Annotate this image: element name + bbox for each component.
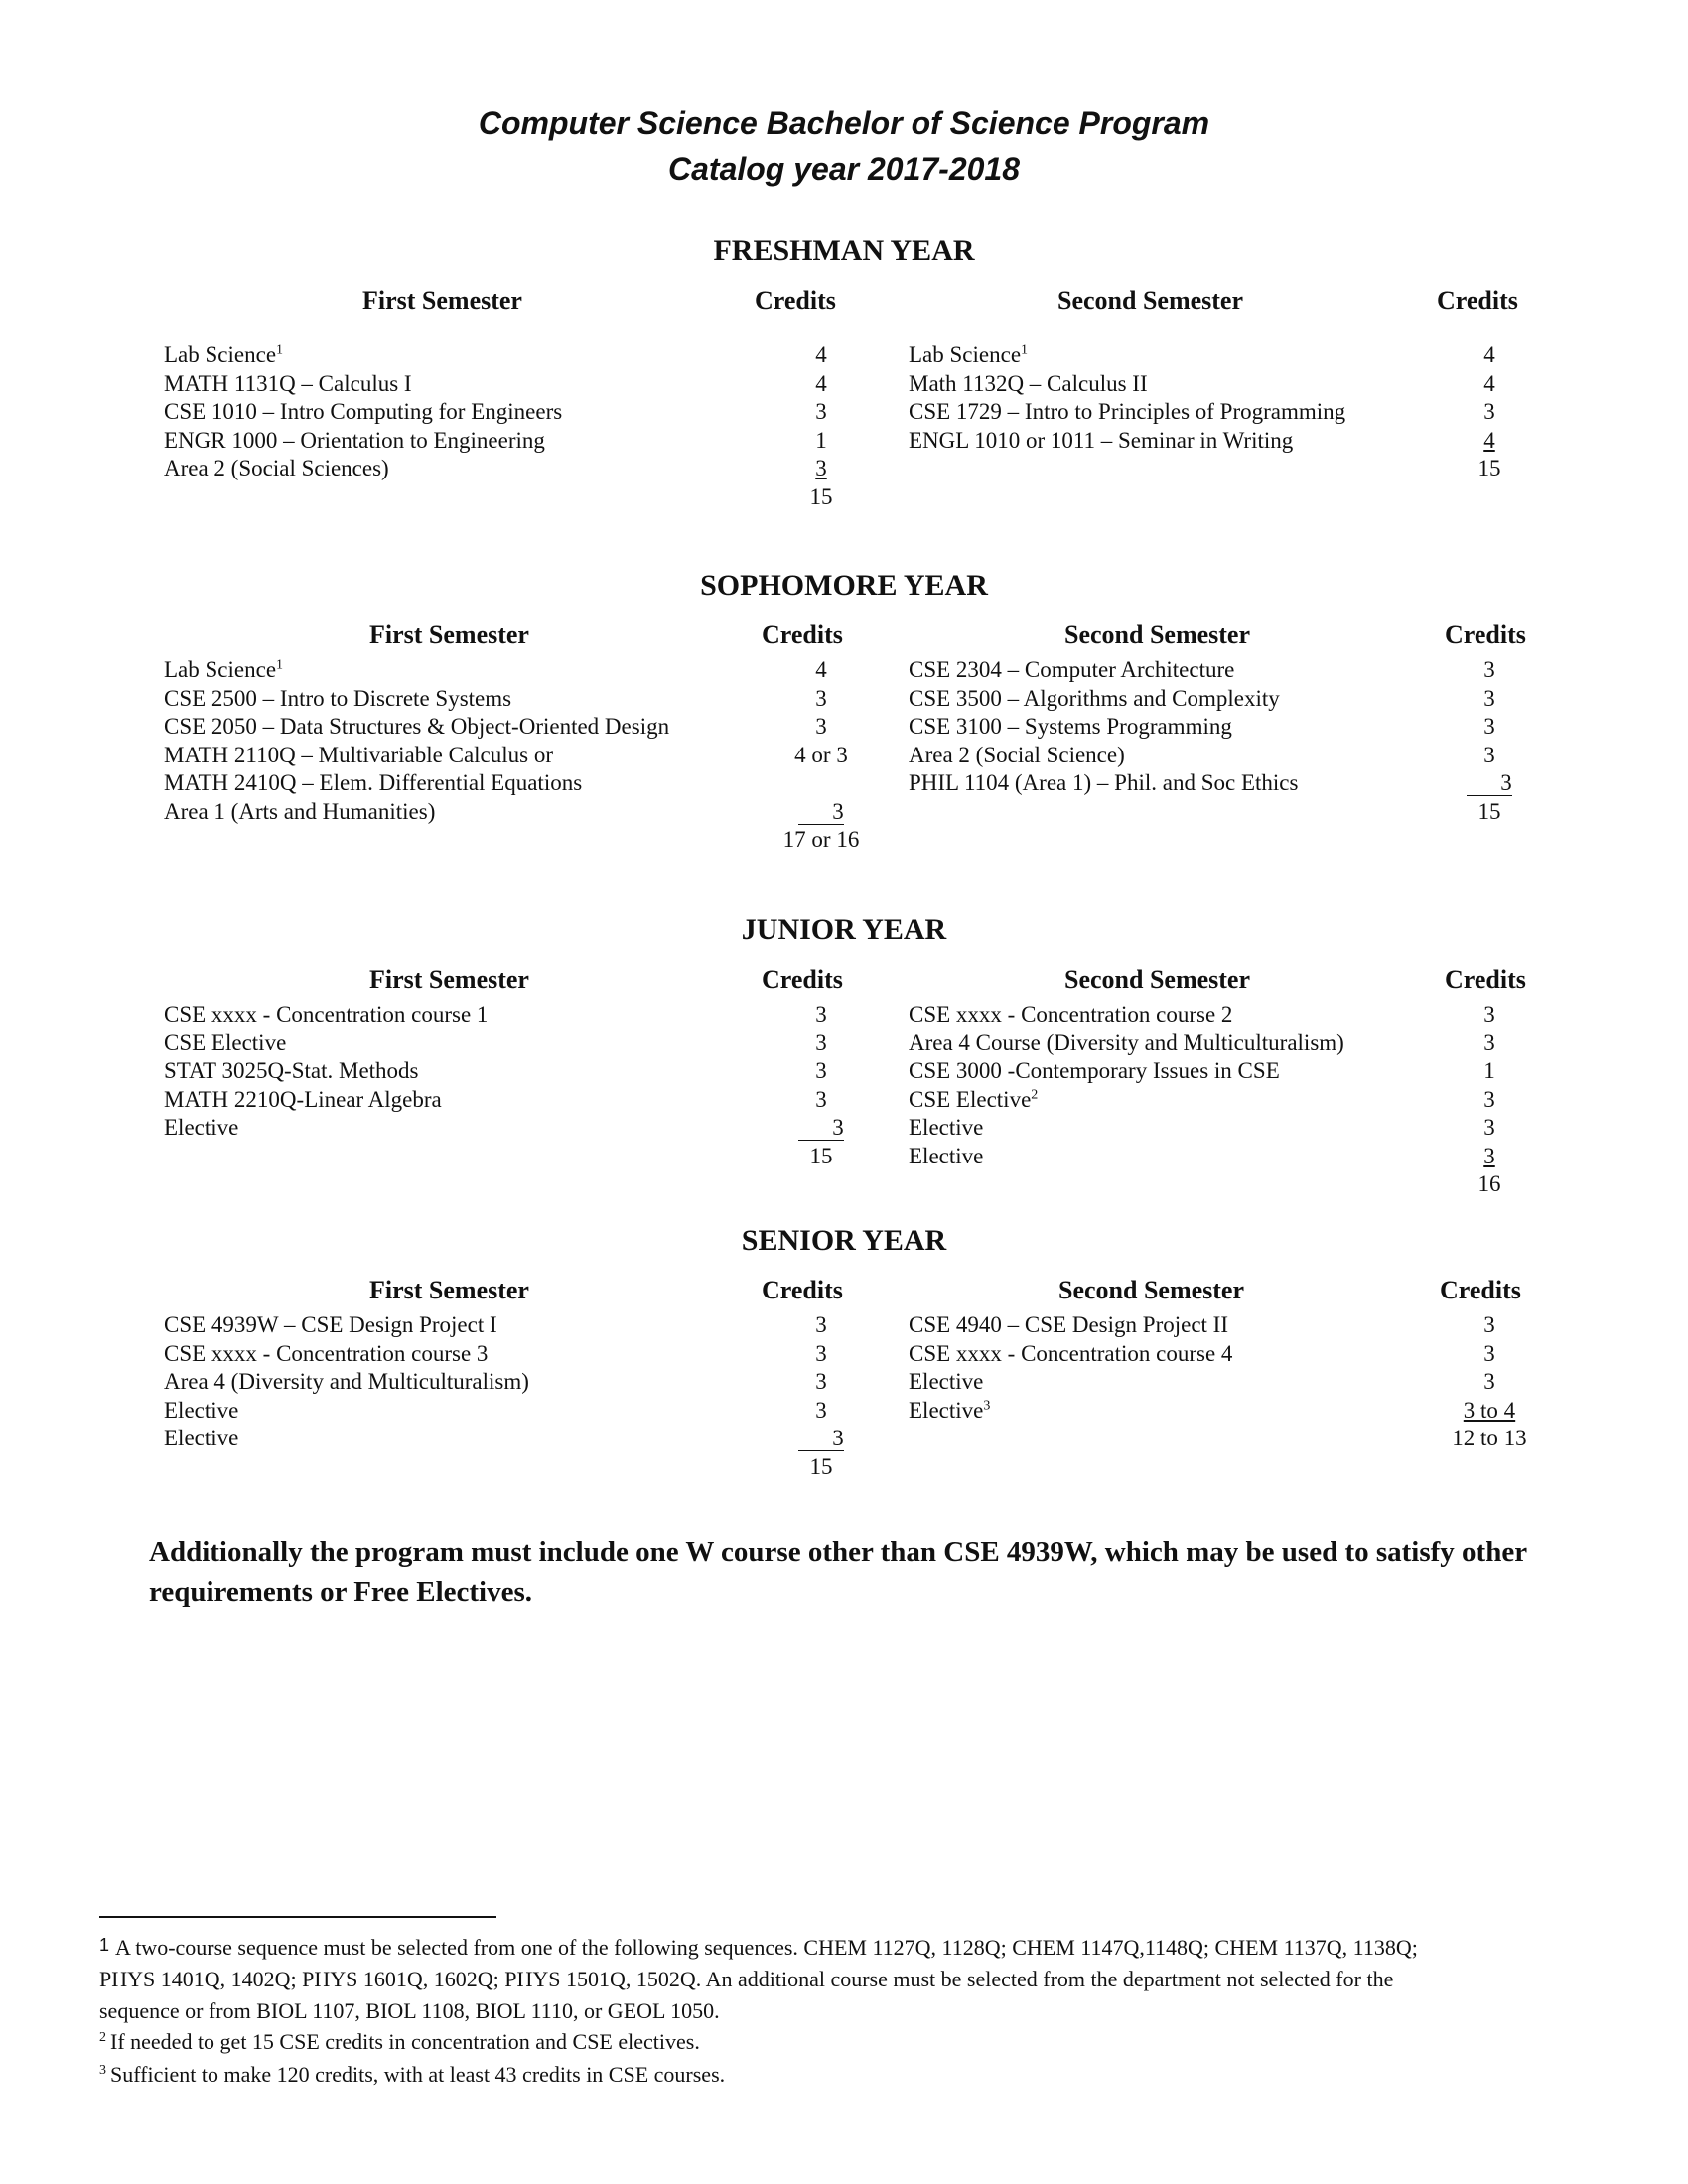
course-name: Lab Science$^1$	[164, 657, 284, 682]
credits-heading: Credits	[1437, 286, 1518, 315]
course-name: MATH 2110Q – Multivariable Calculus or	[164, 742, 554, 767]
course-name: Elective	[164, 1115, 239, 1140]
course-credits: 3	[815, 1397, 827, 1423]
course-credits: 3	[815, 1058, 827, 1083]
course-credits: 3	[815, 714, 827, 739]
course-credits: 3	[1483, 714, 1495, 739]
first-semester-heading: First Semester	[369, 1276, 529, 1304]
course-credits: 3	[1483, 657, 1495, 682]
footnote-text: A two-course sequence must be selected from one of the following sequences. CHEM 1127Q, 1128Q; CHEM 1147Q,1148Q; CHEM 1137Q, 1138Q; PHYS 1401Q, 1402Q; PHYS 1601Q, 1602Q; PHYS 1501Q, 1502Q. An additional course must be selected from the department not selected for the sequence or from BIOL 1107, BIOL 1108, BIOL 1110, or GEOL 1050.	[99, 1935, 1418, 2023]
course-credits: 3 to 4	[1463, 1397, 1516, 1423]
first-semester-heading: First Semester	[362, 286, 522, 315]
second-semester-heading: Second Semester	[1057, 286, 1244, 315]
course-credits: 4	[815, 657, 827, 682]
course-name: Area 1 (Arts and Humanities)	[164, 798, 436, 824]
course-name: CSE xxxx - Concentration course 3	[164, 1340, 489, 1366]
course-name: CSE xxxx - Concentration course 2	[909, 1002, 1233, 1026]
course-credits: 4	[1483, 370, 1495, 396]
credits-heading: Credits	[762, 965, 843, 994]
semester-total-credits: 15	[809, 1143, 833, 1168]
course-credits: 3	[1483, 1143, 1495, 1168]
course-name: MATH 2210Q-Linear Algebra	[164, 1086, 442, 1112]
course-credits: 4	[815, 370, 827, 396]
footnote	[99, 1929, 1470, 2027]
course-credits: 3	[1483, 1312, 1495, 1337]
semester-total-credits: 12 to 13	[1452, 1426, 1527, 1450]
semester-total-credits: 16	[1477, 1171, 1501, 1196]
course-name: Area 4 Course (Diversity and Multiculturalism)	[909, 1029, 1344, 1055]
course-name: MATH 2410Q – Elem. Differential Equations	[164, 770, 583, 795]
course-credits: 3	[1483, 1029, 1495, 1055]
course-name: CSE Elective	[164, 1029, 287, 1055]
course-credits: 3	[1435, 769, 1544, 797]
course-credits: 3	[1483, 742, 1495, 767]
course-name: CSE 4940 – CSE Design Project II	[909, 1312, 1228, 1337]
footnote	[99, 2026, 1470, 2058]
course-credits: 3	[1483, 1002, 1495, 1026]
credits-heading: Credits	[762, 620, 843, 649]
semester-total-credits: 15	[809, 483, 833, 509]
course-name: CSE 3000 -Contemporary Issues in CSE	[909, 1058, 1280, 1083]
course-name: CSE xxxx - Concentration course 1	[164, 1002, 489, 1026]
year-heading: SOPHOMORE YEAR	[700, 569, 988, 602]
course-credits: 3	[815, 456, 827, 480]
credits-heading: Credits	[1445, 620, 1526, 649]
footnote-mark: 3	[983, 1397, 991, 1413]
course-name: CSE 2304 – Computer Architecture	[909, 657, 1235, 682]
course-name: PHIL 1104 (Area 1) – Phil. and Soc Ethics	[909, 770, 1299, 795]
course-name: Elective	[909, 1143, 984, 1168]
course-credits: 3	[815, 1002, 827, 1026]
footnote-mark: 1	[99, 1935, 110, 1955]
course-credits: 3	[767, 1114, 876, 1142]
course-name: Elective	[909, 1369, 984, 1394]
course-credits: 3	[815, 1086, 827, 1112]
course-name: CSE 3100 – Systems Programming	[909, 714, 1232, 739]
footnote-text: Sufficient to make 120 credits, with at least 43 credits in CSE courses.	[110, 2062, 726, 2087]
course-credits: 3	[767, 1425, 876, 1452]
course-name: MATH 1131Q – Calculus I	[164, 370, 412, 396]
course-name: ENGR 1000 – Orientation to Engineering	[164, 427, 545, 453]
course-credits: 3	[815, 1340, 827, 1366]
course-credits: 3	[767, 798, 876, 826]
year-heading: SENIOR YEAR	[741, 1224, 947, 1257]
course-credits: 3	[1483, 685, 1495, 711]
first-semester-heading: First Semester	[369, 965, 529, 994]
course-name: Math 1132Q – Calculus II	[909, 370, 1148, 396]
credits-heading: Credits	[755, 286, 836, 315]
first-semester-heading: First Semester	[369, 620, 529, 649]
course-name: CSE 1010 – Intro Computing for Engineers	[164, 399, 563, 424]
course-name: Lab Science$^1$	[909, 342, 1029, 367]
course-credits: 1	[815, 427, 827, 453]
course-credits: 3	[1483, 1340, 1495, 1366]
footnote-mark: 2	[99, 2029, 106, 2045]
course-name: CSE 3500 – Algorithms and Complexity	[909, 685, 1280, 711]
footnote-text: If needed to get 15 CSE credits in concentration and CSE electives.	[110, 2029, 700, 2054]
course-credits: 4	[1483, 427, 1495, 453]
course-name: CSE xxxx - Concentration course 4	[909, 1340, 1233, 1366]
course-credits: 3	[1483, 1115, 1495, 1140]
credits-heading: Credits	[1445, 965, 1526, 994]
year-block	[0, 234, 1688, 562]
course-name: CSE 1729 – Intro to Principles of Programming	[909, 399, 1346, 424]
footnote-rule	[99, 1916, 496, 1918]
credits-heading: Credits	[762, 1276, 843, 1304]
footnote	[99, 2059, 1470, 2091]
document-title: Computer Science Bachelor of Science Program	[478, 105, 1210, 141]
course-credits: 3	[1483, 1369, 1495, 1394]
course-name: Elective	[164, 1397, 239, 1423]
second-semester-heading: Second Semester	[1058, 1276, 1245, 1304]
course-name: STAT 3025Q-Stat. Methods	[164, 1058, 419, 1083]
course-name: ENGL 1010 or 1011 – Seminar in Writing	[909, 427, 1294, 453]
course-name: CSE 2050 – Data Structures & Object-Oriented Design	[164, 714, 670, 739]
second-semester-heading: Second Semester	[1064, 620, 1251, 649]
course-name: Elective	[164, 1426, 239, 1450]
course-credits: 3	[815, 1312, 827, 1337]
footnote-mark: 3	[99, 2062, 106, 2078]
course-credits: 4	[1483, 342, 1495, 367]
w-course-note: Additionally the program must include one W course other than CSE 4939W, which may be used to satisfy other requirements or Free Electives.	[149, 1536, 1527, 1608]
course-name: Area 2 (Social Sciences)	[164, 456, 389, 480]
semester-total-credits: 15	[1477, 798, 1501, 824]
course-credits: 3	[815, 399, 827, 424]
course-credits: 3	[1483, 1086, 1495, 1112]
course-name: Lab Science$^1$	[164, 342, 284, 367]
course-credits: 3	[815, 1369, 827, 1394]
footnote-mark: 2	[1031, 1086, 1039, 1102]
course-name: CSE Elective$^2$	[909, 1086, 1039, 1112]
semester-total-credits: 15	[809, 1453, 833, 1479]
year-block	[0, 1224, 1688, 1552]
course-credits: 4	[815, 342, 827, 367]
course-name: CSE 4939W – CSE Design Project I	[164, 1312, 497, 1337]
course-credits: 3	[815, 1029, 827, 1055]
course-name: Area 2 (Social Science)	[909, 742, 1125, 767]
course-credits: 3	[1483, 399, 1495, 424]
course-name: CSE 2500 – Intro to Discrete Systems	[164, 685, 512, 711]
course-credits: 3	[815, 685, 827, 711]
year-block	[0, 569, 1688, 896]
year-heading: FRESHMAN YEAR	[713, 234, 975, 267]
second-semester-heading: Second Semester	[1064, 965, 1251, 994]
footnote-mark: 1	[1021, 342, 1029, 358]
year-block	[0, 913, 1688, 1241]
course-credits: 4 or 3	[794, 742, 848, 767]
semester-total-credits: 17 or 16	[782, 827, 860, 852]
course-name: Area 4 (Diversity and Multiculturalism)	[164, 1369, 529, 1394]
year-heading: JUNIOR YEAR	[741, 913, 947, 946]
footnote-mark: 1	[276, 342, 284, 358]
course-name: Elective$^3$	[909, 1397, 991, 1423]
course-name: Elective	[909, 1115, 984, 1140]
credits-heading: Credits	[1440, 1276, 1521, 1304]
document-subtitle: Catalog year 2017-2018	[668, 151, 1020, 187]
semester-total-credits: 15	[1477, 456, 1501, 480]
footnote-mark: 1	[276, 657, 284, 673]
course-credits: 1	[1483, 1058, 1495, 1083]
